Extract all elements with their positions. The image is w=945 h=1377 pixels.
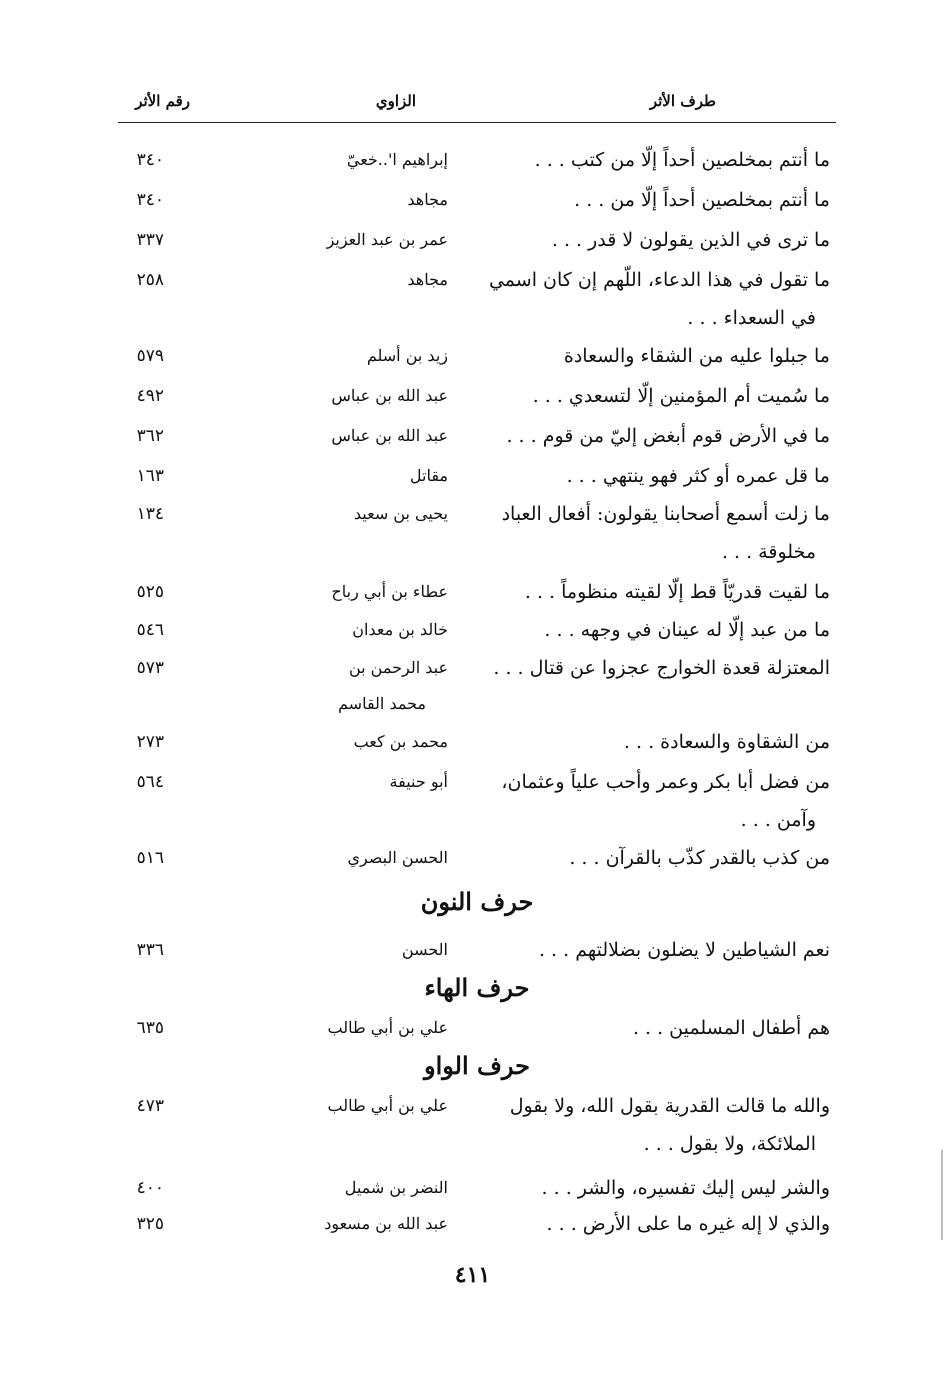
tarf-cell: من كذب بالقدر كذّب بالقرآن . . . (569, 847, 830, 869)
raqm-cell: ٤٧٣ (136, 1096, 164, 1116)
raqm-cell: ٤٠٠ (136, 1178, 164, 1198)
rawi-cell: محمد بن كعب (353, 732, 448, 751)
rawi-cell: يحيى بن سعيد (353, 504, 448, 523)
raqm-cell: ٣٤٠ (136, 150, 164, 170)
raqm-cell: ٢٧٣ (136, 732, 164, 752)
rawi-cell: مجاهد (407, 190, 448, 209)
tarf-cell: ما قل عمره أو كثر فهو ينتهي . . . (566, 465, 830, 487)
rawi-cell: إبراهيم ا'..خعيّ (346, 150, 448, 169)
tarf-cell-continued: مخلوقة . . . (721, 541, 816, 563)
rawi-cell: أبو حنيفة (389, 772, 448, 791)
raqm-cell: ٥١٦ (136, 848, 164, 868)
tarf-cell: والله ما قالت القدرية بقول الله، ولا بقول (509, 1095, 830, 1117)
raqm-cell: ٦٣٥ (136, 1018, 164, 1038)
tarf-cell: من فضل أبا بكر وعمر وأحب علياً وعثمان، (501, 771, 830, 793)
tarf-cell: المعتزلة قعدة الخوارج عجزوا عن قتال . . . (493, 657, 830, 679)
tarf-cell: ما ترى في الذين يقولون لا قدر . . . (551, 229, 830, 251)
header-raqm: رقم الأثر (135, 92, 190, 110)
rawi-cell-continued: محمد القاسم (338, 694, 426, 713)
raqm-cell: ١٦٣ (136, 466, 164, 486)
raqm-cell: ٥٢٥ (136, 582, 164, 602)
section-heading-waw: حرف الواو (424, 1051, 530, 1080)
tarf-cell: ما زلت أسمع أصحابنا يقولون: أفعال العباد (501, 503, 830, 525)
rawi-cell: عبد الرحمن بن (348, 658, 448, 677)
raqm-cell: ٣٣٧ (136, 230, 164, 250)
raqm-cell: ٥٤٦ (136, 620, 164, 640)
rawi-cell: عبد الله بن عباس (331, 386, 448, 405)
tarf-cell: ما جبلوا عليه من الشقاء والسعادة (563, 345, 830, 367)
page-number: ٤١١ (454, 1262, 491, 1288)
tarf-cell-continued: الملائكة، ولا بقول . . . (643, 1133, 816, 1155)
rawi-cell: الحسن البصري (347, 848, 448, 867)
section-heading-ha: حرف الهاء (424, 973, 530, 1002)
tarf-cell-continued: وآمن . . . (740, 809, 816, 831)
table-header (118, 88, 836, 123)
rawi-cell: علي بن أبي طالب (327, 1018, 448, 1037)
raqm-cell: ٤٩٢ (136, 386, 164, 406)
rawi-cell: علي بن أبي طالب (327, 1096, 448, 1115)
header-tarf: طرف الأثر (649, 92, 716, 110)
tarf-cell: هم أطفال المسلمين . . . (632, 1017, 830, 1039)
rawi-cell: مجاهد (407, 270, 448, 289)
raqm-cell: ٣٤٠ (136, 190, 164, 210)
rawi-cell: النضر بن شميل (344, 1178, 448, 1197)
rawi-cell: خالد بن معدان (352, 620, 448, 639)
rawi-cell: عبد الله بن عباس (331, 426, 448, 445)
raqm-cell: ٥٧٣ (136, 658, 164, 678)
rawi-cell: الحسن (401, 940, 448, 959)
tarf-cell: ما أنتم بمخلصين أحداً إلّا من كتب . . . (534, 149, 830, 171)
tarf-cell-continued: في السعداء . . . (687, 307, 816, 329)
raqm-cell: ٣٢٥ (136, 1214, 164, 1234)
raqm-cell: ٢٥٨ (136, 270, 164, 290)
raqm-cell: ٣٦٢ (136, 426, 164, 446)
tarf-cell: ما في الأرض قوم أبغض إليّ من قوم . . . (506, 425, 830, 447)
scan-edge-line (941, 1150, 943, 1240)
rawi-cell: عبد الله بن مسعود (324, 1214, 448, 1233)
tarf-cell: والشر ليس إليك تفسيره، والشر . . . (541, 1177, 830, 1199)
tarf-cell: نعم الشياطين لا يضلون بضلالتهم . . . (538, 939, 830, 961)
tarf-cell: والذي لا إله غيره ما على الأرض . . . (546, 1213, 830, 1235)
rawi-cell: عطاء بن أبي رباح (331, 582, 448, 601)
rawi-cell: عمر بن عبد العزيز (326, 230, 448, 249)
tarf-cell: ما من عبد إلّا له عينان في وجهه . . . (544, 619, 830, 641)
tarf-cell: من الشقاوة والسعادة . . . (623, 731, 830, 753)
raqm-cell: ٥٧٩ (136, 346, 164, 366)
header-rawi: الزاوي (375, 92, 416, 110)
rawi-cell: مقاتل (409, 466, 448, 485)
raqm-cell: ٥٦٤ (136, 772, 164, 792)
section-heading-nun: حرف النون (420, 887, 534, 916)
tarf-cell: ما سُميت أم المؤمنين إلّا لتسعدي . . . (532, 385, 830, 407)
tarf-cell: ما لقيت قدريّاً قط إلّا لقيته منظوماً . . . (524, 581, 830, 603)
rawi-cell: زيد بن أسلم (366, 346, 448, 365)
raqm-cell: ١٣٤ (136, 504, 164, 524)
tarf-cell: ما تقول في هذا الدعاء، اللّهم إن كان اسمي (488, 269, 830, 291)
tarf-cell: ما أنتم بمخلصين أحداً إلّا من . . . (574, 189, 830, 211)
raqm-cell: ٣٣٦ (136, 940, 164, 960)
